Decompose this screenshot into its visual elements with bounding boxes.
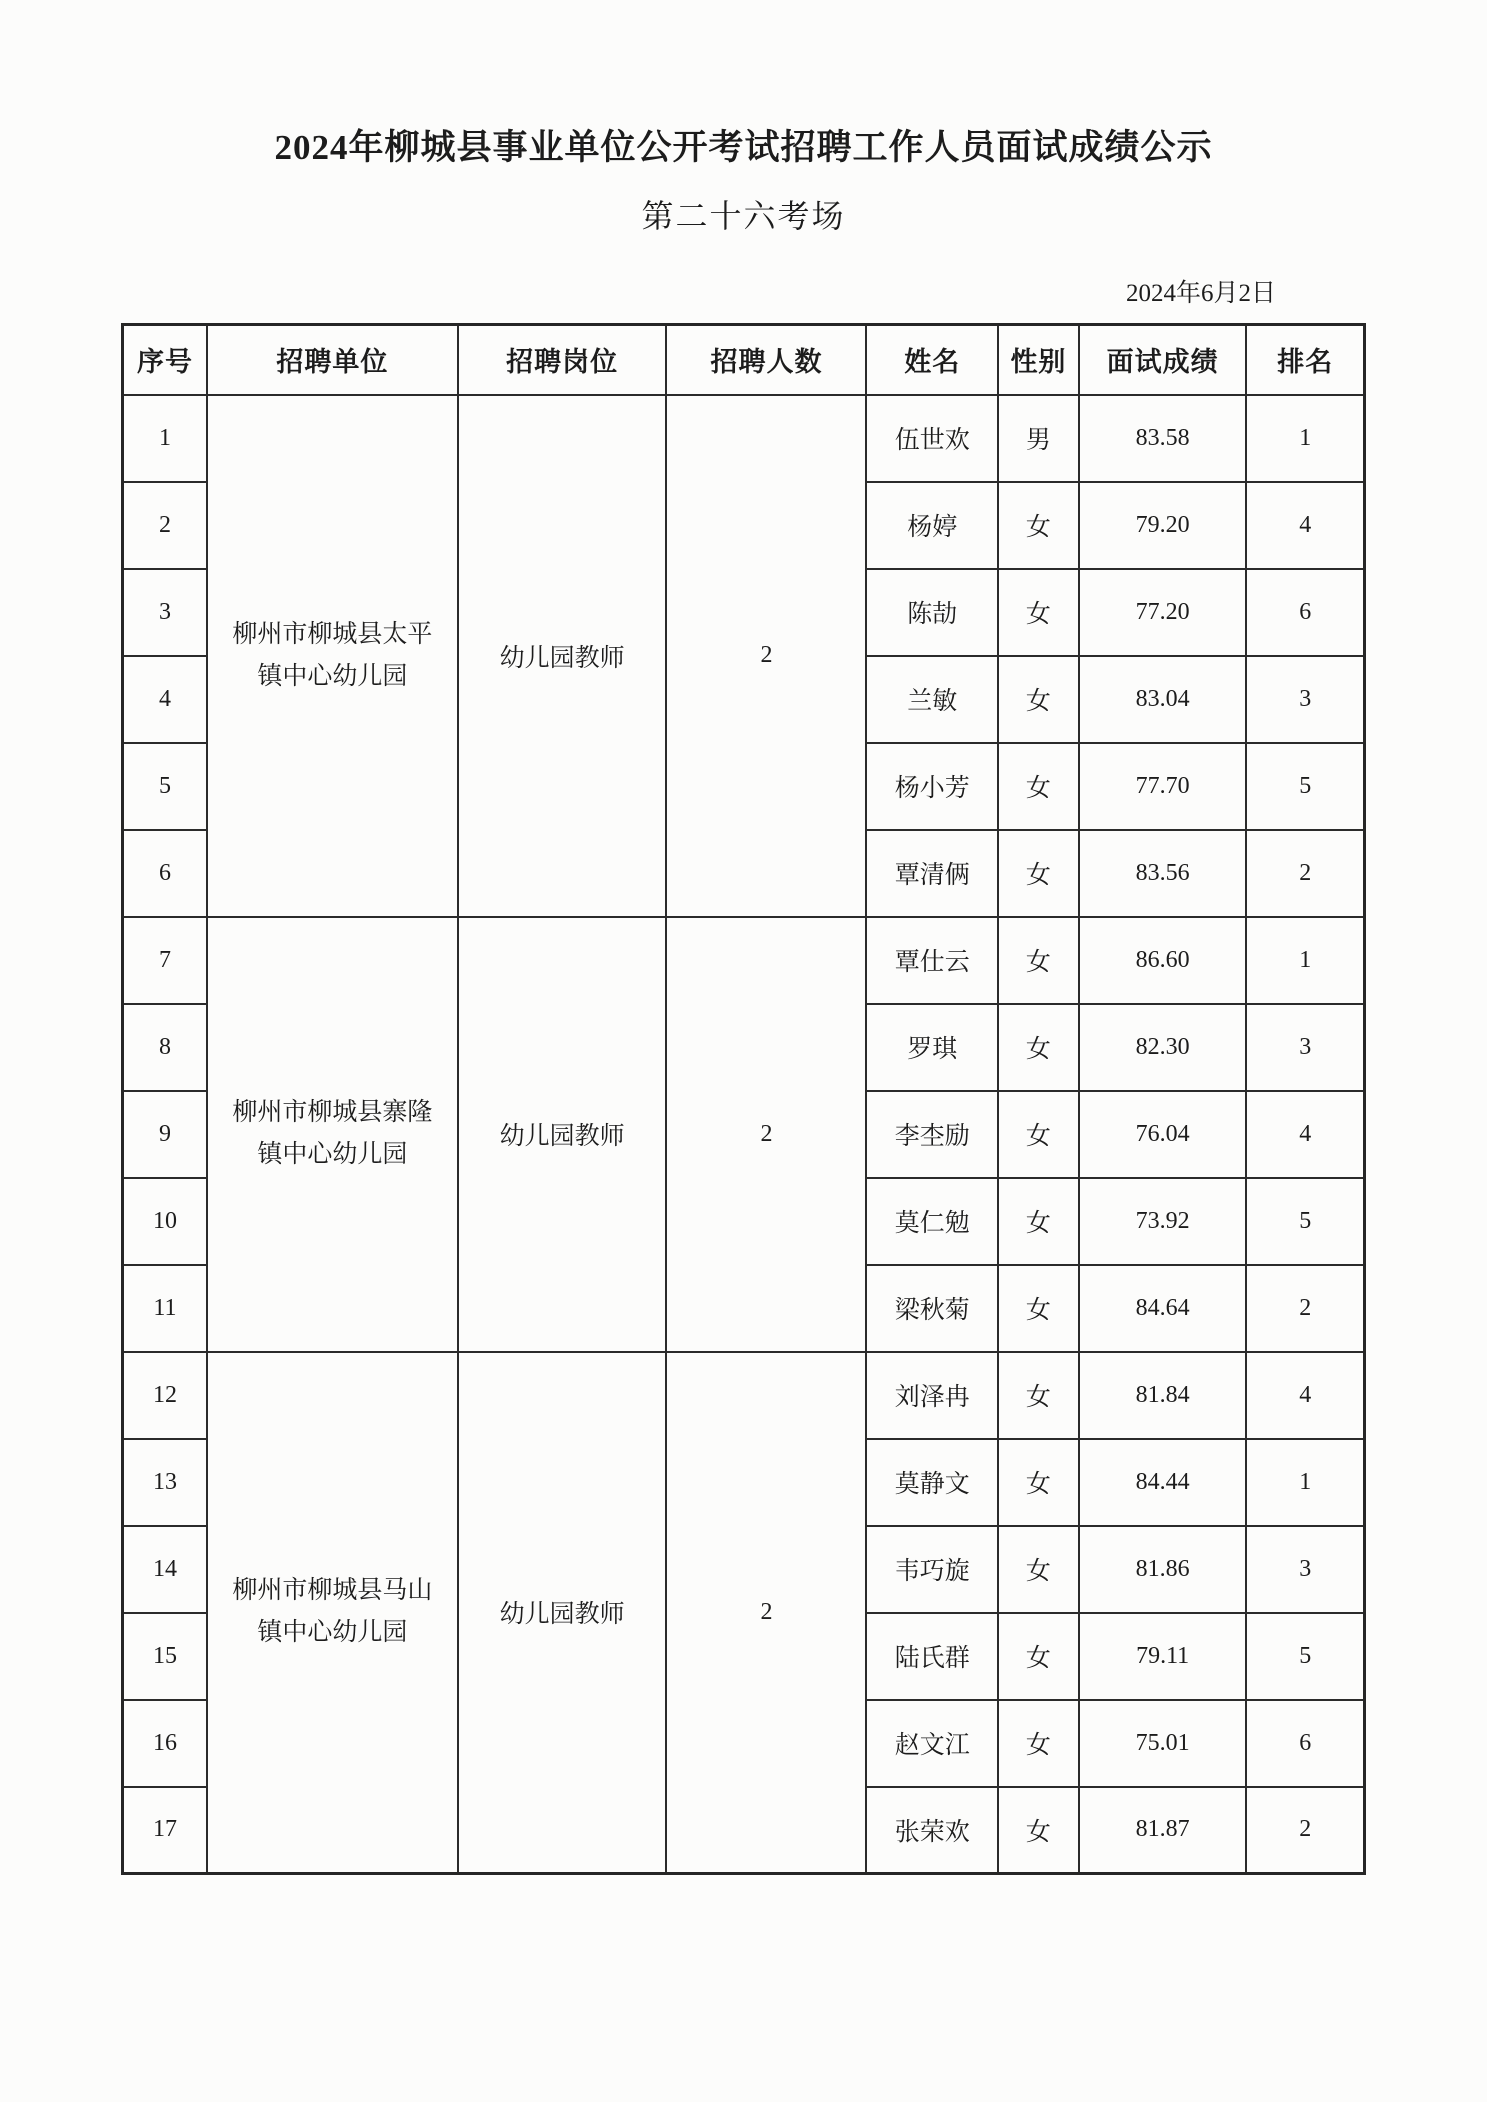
table-row xyxy=(123,1352,1365,1439)
gender-cell: 女 xyxy=(998,1787,1079,1874)
score-cell: 84.44 xyxy=(1079,1439,1247,1526)
score-cell: 79.11 xyxy=(1079,1613,1247,1700)
rank-cell: 6 xyxy=(1246,569,1364,656)
rank-cell: 5 xyxy=(1246,1178,1364,1265)
row-number-cell: 7 xyxy=(123,917,207,1004)
gender-cell: 女 xyxy=(998,1439,1079,1526)
row-number-cell: 3 xyxy=(123,569,207,656)
rank-cell: 1 xyxy=(1246,1439,1364,1526)
name-cell: 韦巧旋 xyxy=(866,1526,998,1613)
score-cell: 83.04 xyxy=(1079,656,1247,743)
rank-cell: 3 xyxy=(1246,656,1364,743)
position-cell: 幼儿园教师 xyxy=(458,1352,667,1874)
score-cell: 86.60 xyxy=(1079,917,1247,1004)
name-cell: 莫仁勉 xyxy=(866,1178,998,1265)
gender-cell: 女 xyxy=(998,1352,1079,1439)
row-number-cell: 13 xyxy=(123,1439,207,1526)
recruit-count-cell: 2 xyxy=(666,395,866,917)
unit-cell: 柳州市柳城县太平镇中心幼儿园 xyxy=(207,395,458,917)
row-number-cell: 4 xyxy=(123,656,207,743)
gender-cell: 女 xyxy=(998,743,1079,830)
name-cell: 刘泽冉 xyxy=(866,1352,998,1439)
score-cell: 82.30 xyxy=(1079,1004,1247,1091)
rank-cell: 2 xyxy=(1246,1265,1364,1352)
rank-cell: 1 xyxy=(1246,395,1364,482)
gender-cell: 男 xyxy=(998,395,1079,482)
row-number-cell: 8 xyxy=(123,1004,207,1091)
table-row xyxy=(123,395,1365,482)
header-gender: 性别 xyxy=(998,325,1079,395)
name-cell: 梁秋菊 xyxy=(866,1265,998,1352)
name-cell: 李杢励 xyxy=(866,1091,998,1178)
score-cell: 84.64 xyxy=(1079,1265,1247,1352)
score-table xyxy=(121,323,1366,1875)
name-cell: 杨小芳 xyxy=(866,743,998,830)
gender-cell: 女 xyxy=(998,1613,1079,1700)
position-cell: 幼儿园教师 xyxy=(458,395,667,917)
score-cell: 76.04 xyxy=(1079,1091,1247,1178)
score-cell: 81.84 xyxy=(1079,1352,1247,1439)
score-cell: 81.86 xyxy=(1079,1526,1247,1613)
score-cell: 81.87 xyxy=(1079,1787,1247,1874)
name-cell: 罗琪 xyxy=(866,1004,998,1091)
rank-cell: 4 xyxy=(1246,482,1364,569)
rank-cell: 5 xyxy=(1246,1613,1364,1700)
rank-cell: 1 xyxy=(1246,917,1364,1004)
rank-cell: 5 xyxy=(1246,743,1364,830)
score-cell: 77.20 xyxy=(1079,569,1247,656)
score-cell: 79.20 xyxy=(1079,482,1247,569)
gender-cell: 女 xyxy=(998,830,1079,917)
score-cell: 83.58 xyxy=(1079,395,1247,482)
row-number-cell: 12 xyxy=(123,1352,207,1439)
name-cell: 杨婷 xyxy=(866,482,998,569)
row-number-cell: 1 xyxy=(123,395,207,482)
rank-cell: 3 xyxy=(1246,1004,1364,1091)
gender-cell: 女 xyxy=(998,656,1079,743)
gender-cell: 女 xyxy=(998,1091,1079,1178)
row-number-cell: 11 xyxy=(123,1265,207,1352)
row-number-cell: 15 xyxy=(123,1613,207,1700)
name-cell: 伍世欢 xyxy=(866,395,998,482)
recruit-count-cell: 2 xyxy=(666,1352,866,1874)
header-recruit-count: 招聘人数 xyxy=(666,325,866,395)
name-cell: 莫静文 xyxy=(866,1439,998,1526)
header-rank: 排名 xyxy=(1246,325,1364,395)
row-number-cell: 2 xyxy=(123,482,207,569)
gender-cell: 女 xyxy=(998,1526,1079,1613)
name-cell: 陈劼 xyxy=(866,569,998,656)
name-cell: 张荣欢 xyxy=(866,1787,998,1874)
gender-cell: 女 xyxy=(998,1265,1079,1352)
name-cell: 覃仕云 xyxy=(866,917,998,1004)
gender-cell: 女 xyxy=(998,482,1079,569)
score-cell: 83.56 xyxy=(1079,830,1247,917)
row-number-cell: 9 xyxy=(123,1091,207,1178)
row-number-cell: 5 xyxy=(123,743,207,830)
name-cell: 兰敏 xyxy=(866,656,998,743)
unit-cell: 柳州市柳城县寨隆镇中心幼儿园 xyxy=(207,917,458,1352)
rank-cell: 6 xyxy=(1246,1700,1364,1787)
document-title: 2024年柳城县事业单位公开考试招聘工作人员面试成绩公示 xyxy=(274,128,1213,167)
name-cell: 陆氏群 xyxy=(866,1613,998,1700)
name-cell: 赵文江 xyxy=(866,1700,998,1787)
row-number-cell: 17 xyxy=(123,1787,207,1874)
header-serial-number: 序号 xyxy=(123,325,207,395)
document-date: 2024年6月2日 xyxy=(1125,280,1276,307)
gender-cell: 女 xyxy=(998,917,1079,1004)
gender-cell: 女 xyxy=(998,569,1079,656)
rank-cell: 3 xyxy=(1246,1526,1364,1613)
gender-cell: 女 xyxy=(998,1004,1079,1091)
score-cell: 73.92 xyxy=(1079,1178,1247,1265)
row-number-cell: 6 xyxy=(123,830,207,917)
rank-cell: 2 xyxy=(1246,1787,1364,1874)
row-number-cell: 16 xyxy=(123,1700,207,1787)
rank-cell: 2 xyxy=(1246,830,1364,917)
score-cell: 75.01 xyxy=(1079,1700,1247,1787)
exam-room-subtitle: 第二十六考场 xyxy=(641,198,846,234)
rank-cell: 4 xyxy=(1246,1091,1364,1178)
recruit-count-cell: 2 xyxy=(666,917,866,1352)
row-number-cell: 14 xyxy=(123,1526,207,1613)
table-row xyxy=(123,917,1365,1004)
gender-cell: 女 xyxy=(998,1178,1079,1265)
header-recruit-unit: 招聘单位 xyxy=(207,325,458,395)
position-cell: 幼儿园教师 xyxy=(458,917,667,1352)
score-cell: 77.70 xyxy=(1079,743,1247,830)
unit-cell: 柳州市柳城县马山镇中心幼儿园 xyxy=(207,1352,458,1874)
gender-cell: 女 xyxy=(998,1700,1079,1787)
table-body xyxy=(123,395,1365,1874)
table-header-row xyxy=(123,325,1365,395)
header-name: 姓名 xyxy=(866,325,998,395)
row-number-cell: 10 xyxy=(123,1178,207,1265)
name-cell: 覃清俩 xyxy=(866,830,998,917)
header-interview-score: 面试成绩 xyxy=(1079,325,1247,395)
rank-cell: 4 xyxy=(1246,1352,1364,1439)
header-recruit-post: 招聘岗位 xyxy=(458,325,667,395)
